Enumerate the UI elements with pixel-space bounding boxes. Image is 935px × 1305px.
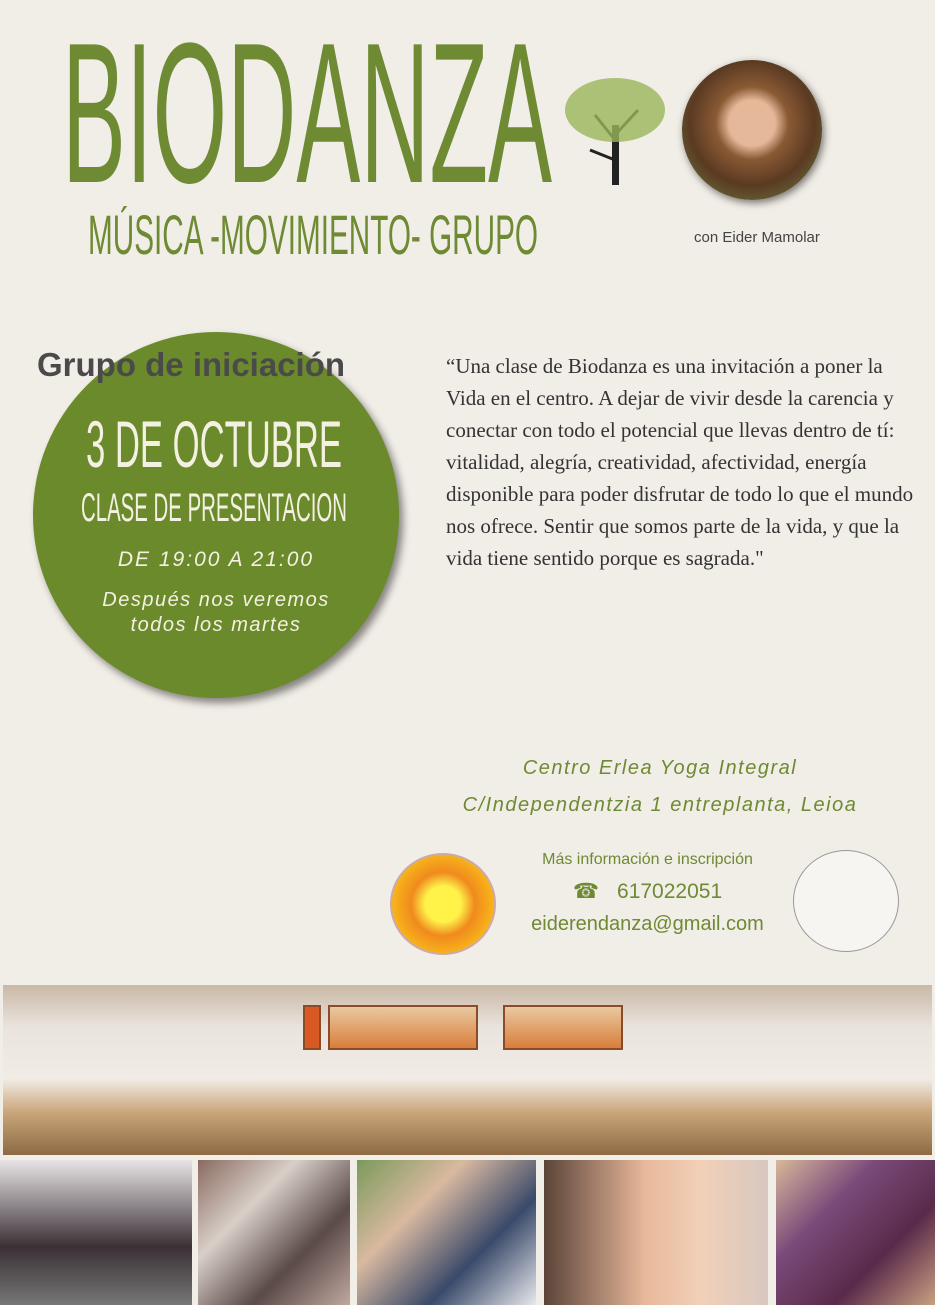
phone: [510, 879, 785, 905]
after-line: todos los martes: [130, 614, 302, 636]
title-text: BIODANZA: [62, 30, 553, 195]
event-class-text: CLASE DE PRESENTACION: [81, 487, 347, 527]
event-date: [86, 410, 346, 474]
subtitle: [88, 206, 543, 262]
hands-photo: [544, 1160, 768, 1305]
telephone-icon: ☎: [572, 880, 600, 903]
title: [62, 30, 557, 195]
tree-icon: [560, 70, 670, 190]
quote: “Una clase de Biodanza es una invitación a poner la Vida en el centro. A dejar de vivir desde la carencia y conectar con todo el potencial que llevas dentro de tí: vitalidad, alegría, creatividad, afectividad, energía disponible para poder disfrutar de todo lo que el mundo nos ofrece. Sentir que somos parte de la vida, y que la vida tiene sentido porque es sagrada.": [446, 354, 914, 570]
rolando-toro-logo: [793, 850, 899, 952]
group-photo: [0, 1160, 192, 1305]
dance-class-photo: [776, 1160, 935, 1305]
after-line: Después nos veremos: [102, 589, 330, 611]
event-date-text: 3 DE OCTUBRE: [86, 410, 342, 474]
studio-panorama-photo: [3, 985, 932, 1155]
phone-number: 617022051: [617, 880, 723, 903]
event-hours: DE 19:00 A 21:00: [117, 548, 315, 571]
event-circle: [33, 332, 399, 698]
info-label: Más información e inscripción: [542, 851, 753, 868]
venue-address: C/Independentzia 1 entreplanta, Leioa: [462, 794, 858, 816]
biodanzaya-logo: [390, 853, 496, 955]
event-after: [33, 588, 399, 638]
event-class: [81, 487, 351, 527]
venue-name: Centro Erlea Yoga Integral: [522, 757, 798, 779]
portrait-photo: [682, 60, 822, 200]
subtitle-text: MÚSICA -MOVIMIENTO- GRUPO: [88, 206, 538, 262]
portrait-caption: con Eider Mamolar: [694, 229, 820, 246]
dancers-photo: [357, 1160, 536, 1305]
shoes-photo: [198, 1160, 350, 1305]
email[interactable]: eiderendanza@gmail.com: [531, 913, 764, 935]
group-heading: Grupo de iniciación: [37, 346, 346, 383]
